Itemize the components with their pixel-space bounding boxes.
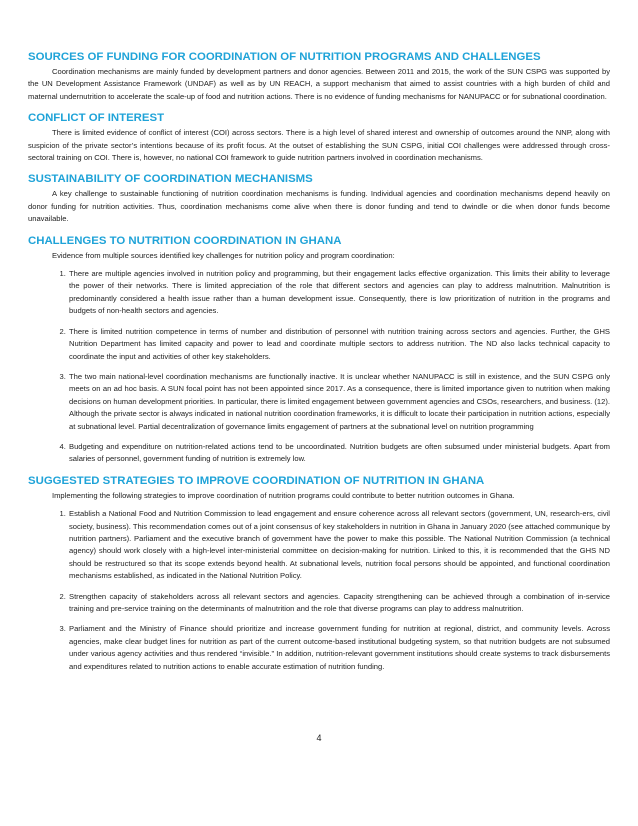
list-item: 1. Establish a National Food and Nutrition Commission to lead engagement and ensure coherence across all relevant sectors (government, UN, research-ers, civil society, business). This recommendation comes out of a joint consensus of key stakeholders in nutrition in Ghana in January 2020 (see attached communique by nutrition partners). Parliament and the executive branch of government have the power to make this possible. The National Nutrition Commission (a technical agency) should work closely with a high-level inter-ministerial committee on decision-making for nutrition. Linked to this, it is recommended that the GHS ND should be restructured so that its scope extends beyond health. At subnational levels, nutrition focal persons should be appointed, and functional coordination mechanisms established, as indicated in the National Nutrition Policy. xyxy=(68,508,610,582)
list-item: 4. Budgeting and expenditure on nutrition-related actions tend to be uncoordinated. Nutrition budgets are often subsumed under ministerial budgets. Apart from salaries of personnel, government funding of nutrition is extremely low. xyxy=(68,441,610,466)
page-number: 4 xyxy=(316,733,322,743)
funding-heading: SOURCES OF FUNDING FOR COORDINATION OF NUTRITION PROGRAMS AND CHALLENGES xyxy=(28,51,541,63)
conflict-paragraph: There is limited evidence of conflict of interest (COI) across sectors. There is a high level of shared interest and ownership of outcomes around the NNP, along with suspicion of the private sector’s intentions because of its profit focus. At the outset of establishing the SUN CSPG, initial COI challenges were addressed through cross-sectoral training on COI. There is, however, no national COI framework to guide nutrition partners involved in coordination mechanisms. xyxy=(28,128,610,163)
conflict-heading: CONFLICT OF INTEREST xyxy=(28,112,165,125)
list-item: 3. Parliament and the Ministry of Finance should prioritize and increase government funding for nutrition at regional, district, and community levels. Across agencies, make clear budget lines for nutrition as part of the current outcome-based institutional budgeting system, so that nutrition budgets are not subsumed under various agency activities and thus rendered “invisible.” In addition, nutrition-relevant government institutions should create systems to track disbursements and expenditures related to nutrition actions to enable accurate estimation of nutrition funding. xyxy=(68,623,610,673)
sustainability-heading: SUSTAINABILITY OF COORDINATION MECHANISMS xyxy=(28,173,313,186)
strategies-intro: Implementing the following strategies to improve coordination of nutrition programs could contribute to better nutrition outcomes in Ghana. xyxy=(52,490,515,500)
list-item: 2. There is limited nutrition competence in terms of number and distribution of personnel with nutrition training across sectors and agencies. Further, the GHS Nutrition Department has limited capacity and power to lead and coordinate multiple sectors to address nutrition. The ND also lacks technical capacity to coordinate the input and activities of other key stakeholders. xyxy=(68,326,610,363)
challenges-intro: Evidence from multiple sources identified key challenges for nutrition policy and program coordination: xyxy=(52,250,395,260)
challenges-section xyxy=(28,234,610,466)
funding-paragraph: Coordination mechanisms are mainly funded by development partners and donor agencies. Between 2011 and 2015, the work of the SUN CSPG was supported by the UN Development Assistance Framework (UNDAF) as well as by UN REACH, a support mechanism that aimed to assist countries with a high burden of child and maternal undernutrition to accelerate the scale-up of food and nutrition actions. There is no evidence of funding mechanisms for NANUPACC or for subnational coordination. xyxy=(28,67,610,101)
list-item: 3. The two main national-level coordination mechanisms are functionally inactive. It is unclear whether NANUPACC is still in existence, and the SUN CSPG only meets on an ad hoc basis. A SUN focal point has not been appointed since 2017. As a consequence, there is limited importance given to nutrition when making decisions on human development priorities. In particular, there is limited engagement between government agencies and CSOs, researchers, and business. (12). Although the private sector is always indicated in national nutrition coordination frameworks, it is difficult to locate their participation in nutrition actions, especially at subnational level. Partial decentralization of governance limits engagement of partners at the subnational level on nutrition programming xyxy=(68,371,610,433)
strategies-section xyxy=(28,474,610,673)
strategies-heading: SUGGESTED STRATEGIES TO IMPROVE COORDINATION OF NUTRITION IN GHANA xyxy=(28,474,485,487)
list-item: 1. There are multiple agencies involved in nutrition policy and programming, but their engagement lacks effective organization. This limits their ability to leverage the power of their networks. There is limited appreciation of the role that different sectors and agencies can play to address malnutrition. Malnutrition is predominantly considered a health issue rather than a human development issue. Consequently, there is low prioritization of nutrition in the programs and budgets of non-health sectors and agencies. xyxy=(68,268,610,318)
conflict-section xyxy=(28,111,610,164)
challenges-list xyxy=(28,268,610,466)
challenges-heading: CHALLENGES TO NUTRITION COORDINATION IN GHANA xyxy=(28,234,342,247)
funding-section xyxy=(28,50,610,103)
sustainability-section xyxy=(28,172,610,225)
list-item: 2. Strengthen capacity of stakeholders across all relevant sectors and agencies. Capacity strengthening can be achieved through a combination of in-service training and pre-service training on the determinants of malnutrition and the role that diverse programs can play to address malnutrition. xyxy=(68,591,610,616)
strategies-list xyxy=(28,508,610,673)
sustainability-paragraph: A key challenge to sustainable functioning of nutrition coordination mechanisms is funding. Individual agencies and coordination mechanisms depend heavily on donor funding for nutrition activities. Thus, coordination mechanisms come alive when there is donor funding and tend to dwindle or die when donor funds become unavailable. xyxy=(28,189,610,224)
